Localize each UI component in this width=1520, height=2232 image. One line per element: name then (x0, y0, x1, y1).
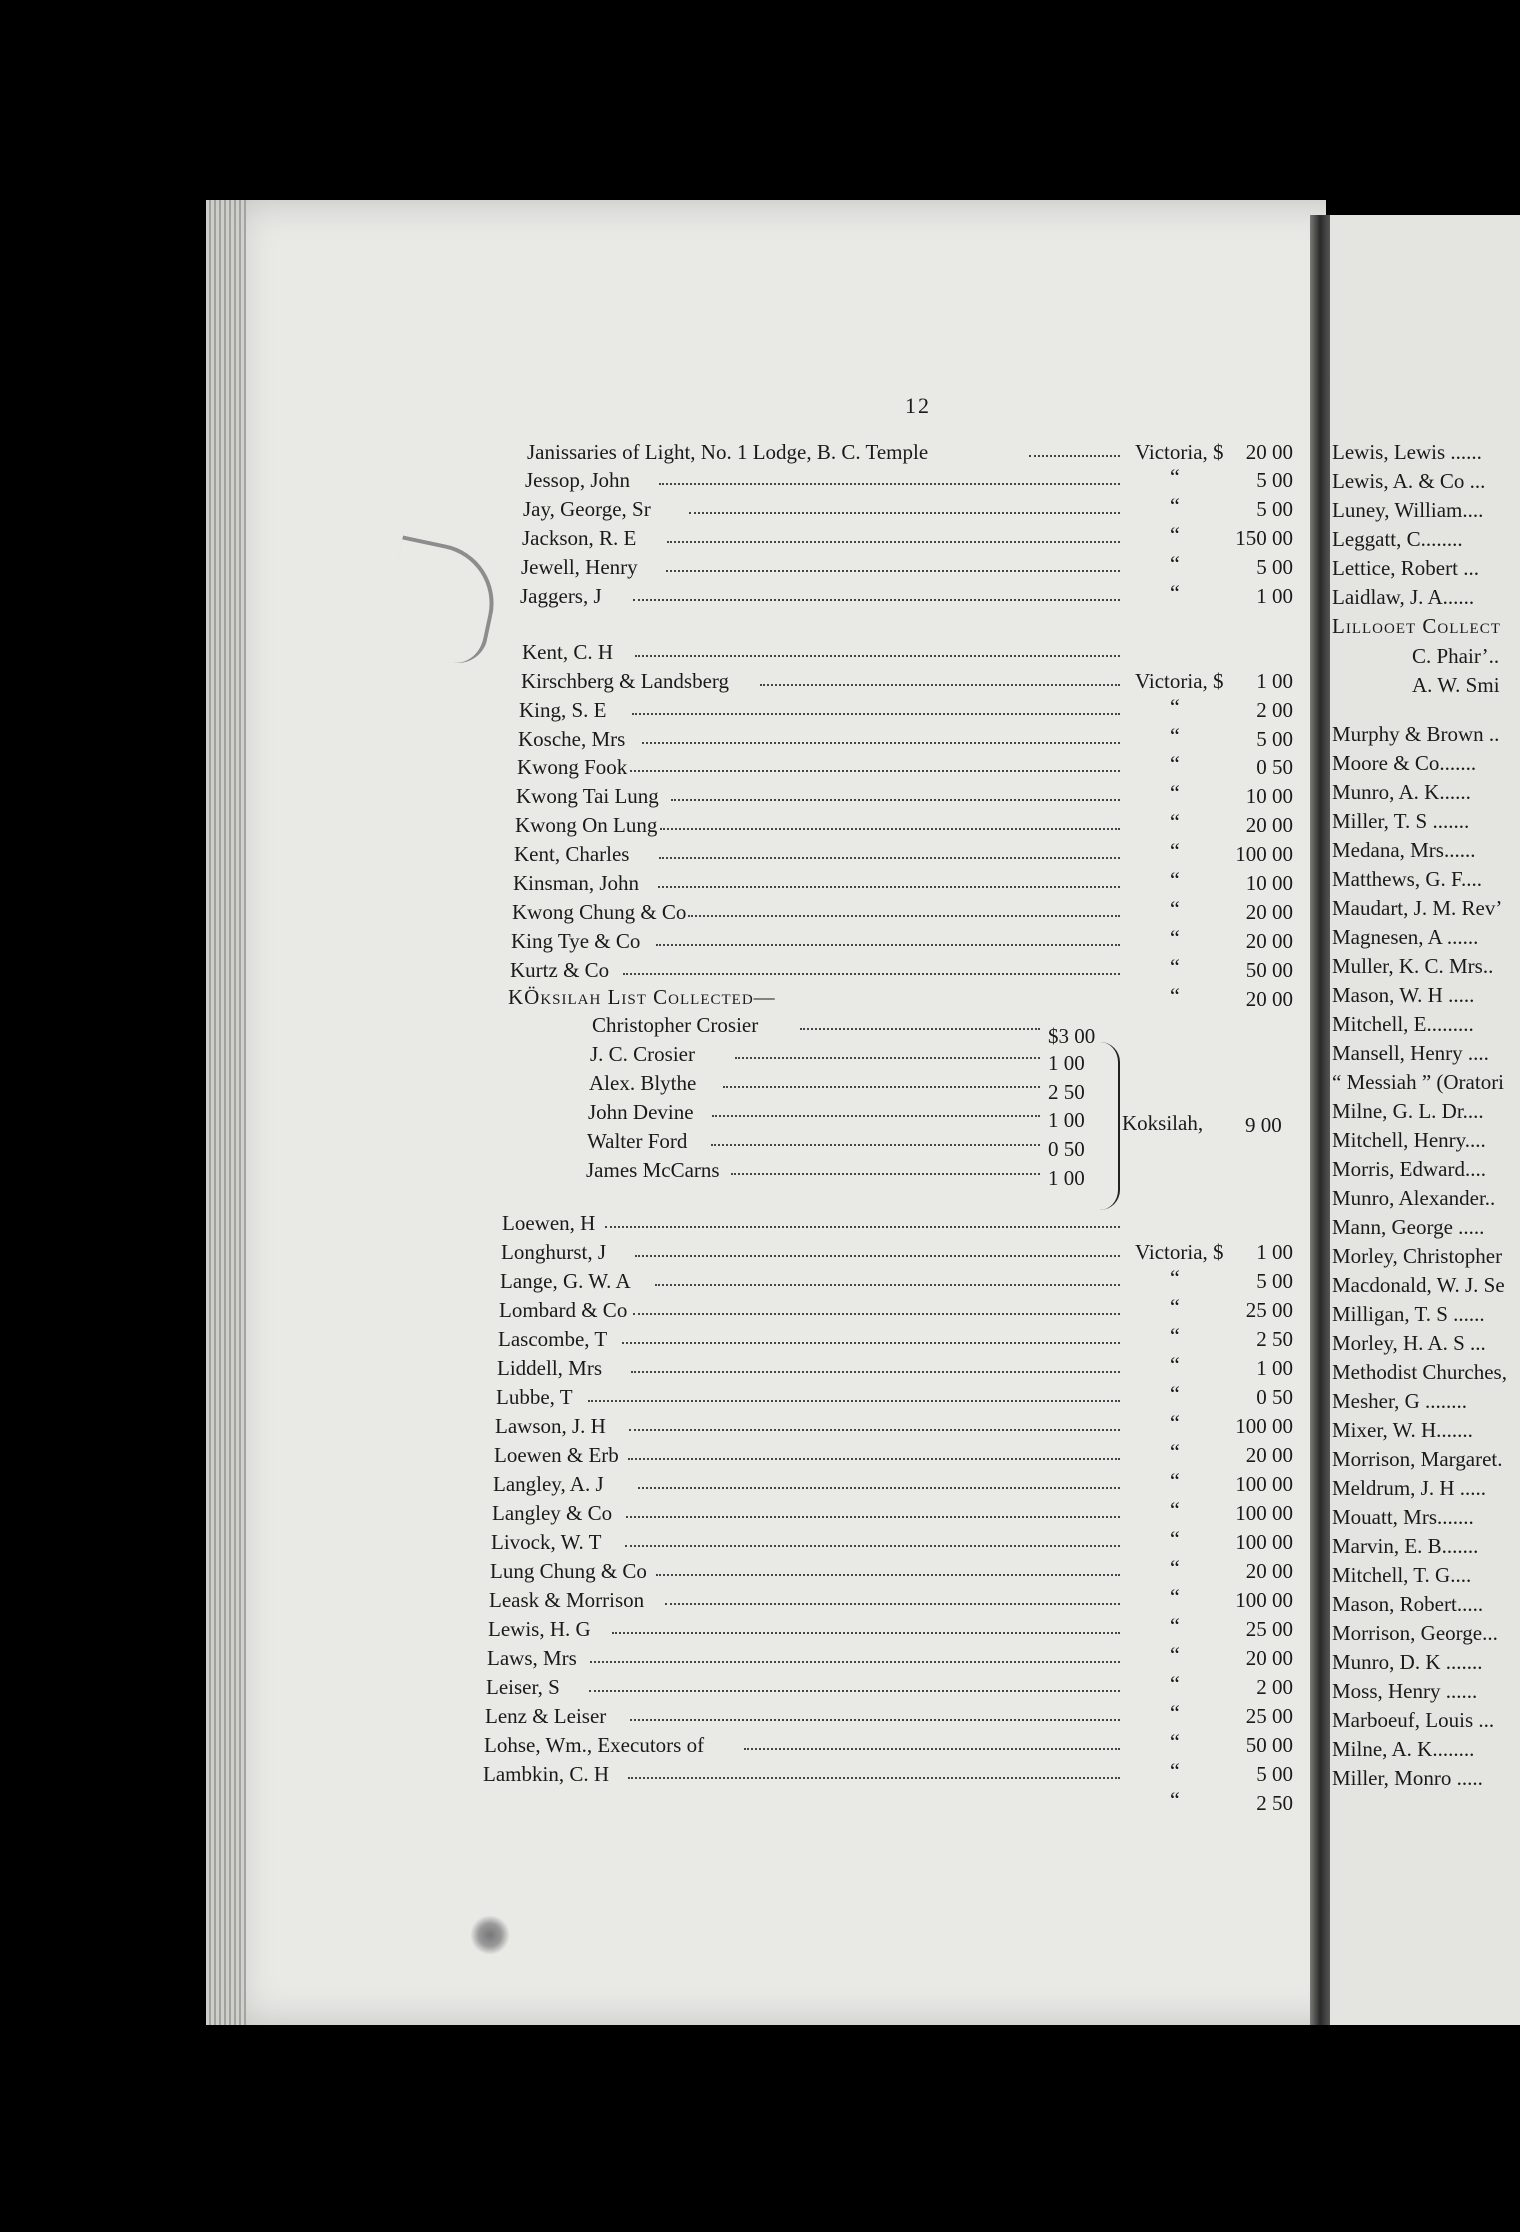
leader-dots (588, 1400, 1120, 1402)
facing-page-entry: Murphy & Brown .. (1332, 722, 1500, 746)
ditto-mark: “ (1170, 1584, 1180, 1609)
leader-dots (633, 599, 1120, 601)
koksilah-amount: 1 00 (1048, 1108, 1085, 1132)
leader-dots (659, 857, 1121, 859)
facing-page-entry: “ Messiah ” (Oratori (1332, 1070, 1505, 1094)
list-entry (494, 1439, 1300, 1471)
leader-dots (626, 1516, 1120, 1518)
koksilah-amount: 0 50 (1048, 1137, 1085, 1161)
entry-name: Lenz & Leiser (485, 1704, 607, 1728)
ditto-mark: “ (1170, 1642, 1180, 1667)
ditto-mark: “ (1170, 1439, 1180, 1464)
facing-page-entry: Mitchell, E......... (1332, 1012, 1474, 1036)
facing-page-entry: Moore & Co....... (1332, 751, 1477, 775)
list-entry (511, 925, 1300, 957)
entry-amount: 20 00 (1245, 1443, 1293, 1467)
facing-page-entry: Morris, Edward.... (1332, 1157, 1486, 1181)
entry-amount: 20 00 (1245, 440, 1293, 464)
entry-name: Lubbe, T (496, 1385, 573, 1409)
facing-page-entry: Marvin, E. B....... (1332, 1534, 1479, 1558)
facing-page-entry: Morrison, Margaret. (1332, 1447, 1503, 1471)
entry-amount: 0 50 (1256, 1385, 1293, 1409)
entry-place: Victoria, $ (1135, 669, 1224, 693)
entry-name: Lung Chung & Co (490, 1559, 647, 1583)
entry-amount: 50 00 (1245, 958, 1293, 982)
entry-name: Lange, G. W. A (500, 1269, 631, 1293)
facing-page-entry: Milne, G. L. Dr.... (1332, 1099, 1484, 1123)
facing-page-entry: Marboeuf, Louis ... (1332, 1708, 1495, 1732)
entry-name: King, S. E (519, 698, 607, 722)
entry-amount: 0 50 (1256, 755, 1293, 779)
entry-amount: 25 00 (1245, 1617, 1293, 1641)
entry-name: Janissaries of Light, No. 1 Lodge, B. C. Temple (527, 440, 929, 464)
entry-amount: 25 00 (1245, 1704, 1293, 1728)
ditto-mark: “ (1170, 954, 1180, 979)
ditto-mark: “ (1170, 1526, 1180, 1551)
entry-name: Jaggers, J (520, 584, 602, 608)
leader-dots (731, 1173, 1041, 1175)
leader-dots (629, 1429, 1120, 1431)
koksilah-name: Alex. Blythe (589, 1071, 697, 1095)
facing-page-entry: A. W. Smi (1412, 673, 1500, 697)
entry-amount: 100 00 (1235, 1588, 1293, 1612)
koksilah-amount: 1 00 (1048, 1166, 1085, 1190)
leader-dots (800, 1028, 1041, 1030)
koksilah-name: Walter Ford (587, 1129, 688, 1153)
entry-name: Loewen & Erb (494, 1443, 619, 1467)
ditto-mark: “ (1170, 838, 1180, 863)
facing-page-entry: Mann, George ..... (1332, 1215, 1485, 1239)
entry-name: Kwong Tai Lung (516, 784, 659, 808)
facing-page-entry: Macdonald, W. J. Se (1332, 1273, 1505, 1297)
ditto-mark: “ (1170, 723, 1180, 748)
list-entry (488, 1613, 1300, 1645)
entry-name: Lambkin, C. H (483, 1762, 609, 1786)
leader-dots (656, 944, 1121, 946)
facing-page-entry: Luney, William.... (1332, 498, 1484, 522)
entry-name: Kirschberg & Landsberg (521, 669, 730, 693)
entry-amount: 2 50 (1256, 1791, 1293, 1815)
ditto-mark: “ (1170, 551, 1180, 576)
leader-dots (688, 915, 1120, 917)
entry-amount: 1 00 (1256, 669, 1293, 693)
entry-amount: 25 00 (1245, 1298, 1293, 1322)
leader-dots (760, 684, 1120, 686)
leader-dots (638, 1487, 1121, 1489)
entry-amount: 20 00 (1245, 987, 1293, 1011)
leader-dots (1029, 455, 1121, 457)
list-entry (515, 809, 1300, 841)
list-entry (522, 640, 1300, 668)
ditto-mark: “ (1170, 925, 1180, 950)
list-entry (483, 1758, 1300, 1790)
entry-name: Jewell, Henry (521, 555, 638, 579)
ditto-mark: “ (1170, 1555, 1180, 1580)
leader-dots (631, 1371, 1120, 1373)
leader-dots (723, 1086, 1040, 1088)
koksilah-heading: KÖksilah List Collected— (508, 985, 776, 1009)
entry-amount: 20 00 (1245, 813, 1293, 837)
list-entry (501, 1240, 1300, 1268)
ditto-mark: “ (1170, 580, 1180, 605)
entry-amount: 1 00 (1256, 1240, 1293, 1264)
entry-amount: 1 00 (1256, 1356, 1293, 1380)
facing-page-entry: Milligan, T. S ...... (1332, 1302, 1485, 1326)
list-entry (492, 1497, 1300, 1529)
ditto-mark: “ (1170, 1671, 1180, 1696)
entry-amount: 10 00 (1245, 871, 1293, 895)
ditto-mark: “ (1170, 1381, 1180, 1406)
facing-page-entry: Munro, Alexander.. (1332, 1186, 1496, 1210)
entry-name: Jay, George, Sr (523, 497, 651, 521)
list-entry (499, 1294, 1300, 1326)
leader-dots (642, 742, 1121, 744)
ditto-mark: “ (1170, 464, 1180, 489)
entry-name: Kwong On Lung (515, 813, 658, 837)
ditto-mark: “ (1170, 867, 1180, 892)
leader-dots (667, 541, 1121, 543)
entry-name: Kurtz & Co (510, 958, 610, 982)
entry-name: Jackson, R. E (522, 526, 637, 550)
leader-dots (623, 973, 1120, 975)
entry-name: Livock, W. T (491, 1530, 602, 1554)
entry-name: Jessop, John (525, 468, 631, 492)
leader-dots (630, 770, 1120, 772)
facing-page-entry: Milne, A. K........ (1332, 1737, 1475, 1761)
entry-name: Kent, C. H (522, 640, 613, 664)
entry-amount: 2 50 (1256, 1327, 1293, 1351)
entry-amount: 100 00 (1235, 1530, 1293, 1554)
ditto-mark: “ (1170, 1265, 1180, 1290)
entry-name: Lawson, J. H (495, 1414, 606, 1438)
entry-amount: 5 00 (1256, 555, 1293, 579)
entry-name: Kwong Chung & Co (512, 900, 687, 924)
facing-page-entry: Morrison, George... (1332, 1621, 1498, 1645)
facing-page-entry: Mitchell, Henry.... (1332, 1128, 1486, 1152)
list-entry (496, 1381, 1300, 1413)
leader-dots (625, 1545, 1120, 1547)
leader-dots (712, 1115, 1041, 1117)
ditto-mark: “ (1170, 493, 1180, 518)
entry-name: Lombard & Co (499, 1298, 628, 1322)
leader-dots (635, 1255, 1120, 1257)
ditto-mark: “ (1170, 1787, 1180, 1812)
book-gutter (1310, 215, 1330, 2025)
entry-amount: 100 00 (1235, 1472, 1293, 1496)
list-entry (521, 551, 1300, 583)
entry-name: Kinsman, John (513, 871, 639, 895)
facing-page-entry: Miller, Monro ..... (1332, 1766, 1483, 1790)
leader-dots (628, 1777, 1121, 1779)
facing-page-entry: Mitchell, T. G.... (1332, 1563, 1472, 1587)
entry-name: Leask & Morrison (489, 1588, 645, 1612)
entry-amount: 100 00 (1235, 1414, 1293, 1438)
leader-dots (633, 1313, 1120, 1315)
facing-page-entry: Mason, Robert..... (1332, 1592, 1484, 1616)
list-entry (525, 464, 1300, 496)
entry-amount: 2 00 (1256, 1675, 1293, 1699)
koksilah-name: J. C. Crosier (590, 1042, 695, 1066)
facing-page-entry: Methodist Churches, (1332, 1360, 1507, 1384)
koksilah-name: John Devine (588, 1100, 694, 1124)
facing-page-entry: Laidlaw, J. A...... (1332, 585, 1475, 609)
entry-amount: 5 00 (1256, 1762, 1293, 1786)
entry-name: King Tye & Co (511, 929, 641, 953)
list-entry (522, 522, 1300, 554)
facing-page-entry: Mesher, G ........ (1332, 1389, 1468, 1413)
ditto-mark: “ (1170, 1497, 1180, 1522)
entry-place: Victoria, $ (1135, 1240, 1224, 1264)
entry-name: Lascombe, T (498, 1327, 608, 1351)
list-entry (486, 1671, 1300, 1703)
ditto-mark: “ (1170, 1700, 1180, 1725)
list-entry (495, 1410, 1300, 1442)
leader-dots (622, 1342, 1121, 1344)
bracket-brace (1100, 1042, 1120, 1210)
leader-dots (628, 1458, 1120, 1460)
facing-page-entry: Medana, Mrs...... (1332, 838, 1476, 862)
leader-dots (589, 1690, 1121, 1692)
ditto-mark: “ (1170, 522, 1180, 547)
koksilah-amount: 1 00 (1048, 1051, 1085, 1075)
ditto-mark: “ (1170, 1468, 1180, 1493)
ditto-mark: “ (1170, 1729, 1180, 1754)
facing-page-entry: Mansell, Henry .... (1332, 1041, 1489, 1065)
entry-place: Victoria, $ (1135, 440, 1224, 464)
list-entry (493, 1468, 1300, 1500)
entry-amount: 100 00 (1235, 1501, 1293, 1525)
book-page-edges (206, 200, 246, 2025)
entry-amount: 100 00 (1235, 842, 1293, 866)
leader-dots (632, 713, 1120, 715)
facing-page-entry: Matthews, G. F.... (1332, 867, 1482, 891)
facing-page-entry: Lillooet Collect (1332, 614, 1501, 638)
leader-dots (612, 1632, 1121, 1634)
koksilah-total: 9 00 (1245, 1113, 1282, 1137)
entry-name: Langley & Co (492, 1501, 613, 1525)
facing-page-entry: Magnesen, A ...... (1332, 925, 1479, 949)
facing-page-entry: Miller, T. S ....... (1332, 809, 1470, 833)
entry-name: Lewis, H. G (488, 1617, 591, 1641)
list-entry (502, 1211, 1300, 1239)
entry-amount: 5 00 (1256, 1269, 1293, 1293)
list-entry (513, 867, 1300, 899)
koksilah-amount: 2 50 (1048, 1080, 1085, 1104)
facing-page-entry: Lewis, Lewis ...... (1332, 440, 1482, 464)
list-entry (520, 580, 1300, 612)
list-entry (497, 1352, 1300, 1384)
list-entry (483, 1787, 1300, 1819)
facing-page-entry: Morley, H. A. S ... (1332, 1331, 1486, 1355)
entry-name: Longhurst, J (501, 1240, 606, 1264)
ditto-mark: “ (1170, 1410, 1180, 1435)
list-entry (518, 723, 1300, 755)
list-entry (523, 493, 1300, 525)
ditto-mark: “ (1170, 1758, 1180, 1783)
leader-dots (689, 512, 1121, 514)
facing-page-entry: Lettice, Robert ... (1332, 556, 1479, 580)
leader-dots (665, 1603, 1120, 1605)
list-entry (500, 1265, 1300, 1297)
facing-page-entry: C. Phair’.. (1412, 644, 1500, 668)
facing-page-entry: Maudart, J. M. Rev’ (1332, 896, 1503, 920)
list-entry (484, 1729, 1300, 1761)
leader-dots (660, 828, 1121, 830)
facing-page-entry: Meldrum, J. H ..... (1332, 1476, 1486, 1500)
entry-name: Lohse, Wm., Executors of (484, 1733, 705, 1757)
leader-dots (744, 1748, 1120, 1750)
ink-smudge (470, 1915, 510, 1955)
entry-amount: 5 00 (1256, 727, 1293, 751)
entry-name: Langley, A. J (493, 1472, 604, 1496)
entry-name: Liddell, Mrs (497, 1356, 602, 1380)
entry-name: Leiser, S (486, 1675, 560, 1699)
entry-name: Kwong Fook (517, 755, 628, 779)
koksilah-name: James McCarns (586, 1158, 720, 1182)
ditto-mark: “ (1170, 1613, 1180, 1638)
entry-amount: 20 00 (1245, 929, 1293, 953)
ditto-mark: “ (1170, 1294, 1180, 1319)
list-entry (491, 1526, 1300, 1558)
entry-name: Kent, Charles (514, 842, 630, 866)
ditto-mark: “ (1170, 896, 1180, 921)
leader-dots (656, 1574, 1121, 1576)
facing-page-entry: Morley, Christopher (1332, 1244, 1503, 1268)
entry-amount: 20 00 (1245, 900, 1293, 924)
ditto-mark: “ (1170, 1352, 1180, 1377)
koksilah-name: Christopher Crosier (592, 1013, 759, 1037)
leader-dots (655, 1284, 1120, 1286)
list-entry (527, 440, 1300, 468)
leader-dots (666, 570, 1121, 572)
ditto-mark: “ (1170, 809, 1180, 834)
entry-amount: 2 00 (1256, 698, 1293, 722)
list-entry (510, 954, 1300, 986)
facing-page-entry: Mixer, W. H....... (1332, 1418, 1473, 1442)
entry-amount: 20 00 (1245, 1559, 1293, 1583)
list-entry (514, 838, 1300, 870)
facing-page-entry: Munro, A. K...... (1332, 780, 1471, 804)
list-entry (485, 1700, 1300, 1732)
entry-name: Laws, Mrs (487, 1646, 577, 1670)
koksilah-place: Koksilah, (1122, 1111, 1204, 1135)
list-entry (490, 1555, 1300, 1587)
facing-page-entry: Mason, W. H ..... (1332, 983, 1475, 1007)
list-entry (516, 780, 1300, 812)
facing-page-entry: Leggatt, C........ (1332, 527, 1463, 551)
list-entry (519, 694, 1300, 726)
list-entry (512, 896, 1300, 928)
list-entry (489, 1584, 1300, 1616)
ditto-mark: “ (1170, 983, 1180, 1008)
entry-amount: 1 00 (1256, 584, 1293, 608)
entry-amount: 50 00 (1245, 1733, 1293, 1757)
ditto-mark: “ (1170, 751, 1180, 776)
ditto-mark: “ (1170, 694, 1180, 719)
leader-dots (735, 1057, 1041, 1059)
list-entry (487, 1642, 1300, 1674)
facing-page-entry: Moss, Henry ...... (1332, 1679, 1478, 1703)
entry-amount: 20 00 (1245, 1646, 1293, 1670)
entry-amount: 10 00 (1245, 784, 1293, 808)
facing-page-entry: Lewis, A. & Co ... (1332, 469, 1486, 493)
facing-page-entry: Mouatt, Mrs....... (1332, 1505, 1474, 1529)
entry-amount: 150 00 (1235, 526, 1293, 550)
ditto-mark: “ (1170, 1323, 1180, 1348)
facing-page-entry: Munro, D. K ....... (1332, 1650, 1483, 1674)
leader-dots (671, 799, 1120, 801)
leader-dots (659, 483, 1120, 485)
leader-dots (630, 1719, 1121, 1721)
entry-name: Kosche, Mrs (518, 727, 626, 751)
page-number: 12 (905, 393, 931, 418)
entry-name: Loewen, H (502, 1211, 596, 1235)
entry-amount: 5 00 (1256, 468, 1293, 492)
list-entry (498, 1323, 1300, 1355)
leader-dots (658, 886, 1121, 888)
ditto-mark: “ (1170, 780, 1180, 805)
leader-dots (711, 1144, 1041, 1146)
leader-dots (605, 1226, 1121, 1228)
list-entry (517, 751, 1300, 783)
koksilah-amount: $3 00 (1048, 1024, 1096, 1048)
entry-amount: 5 00 (1256, 497, 1293, 521)
leader-dots (635, 655, 1120, 657)
leader-dots (590, 1661, 1121, 1663)
list-entry (521, 669, 1300, 697)
facing-page-entry: Muller, K. C. Mrs.. (1332, 954, 1494, 978)
